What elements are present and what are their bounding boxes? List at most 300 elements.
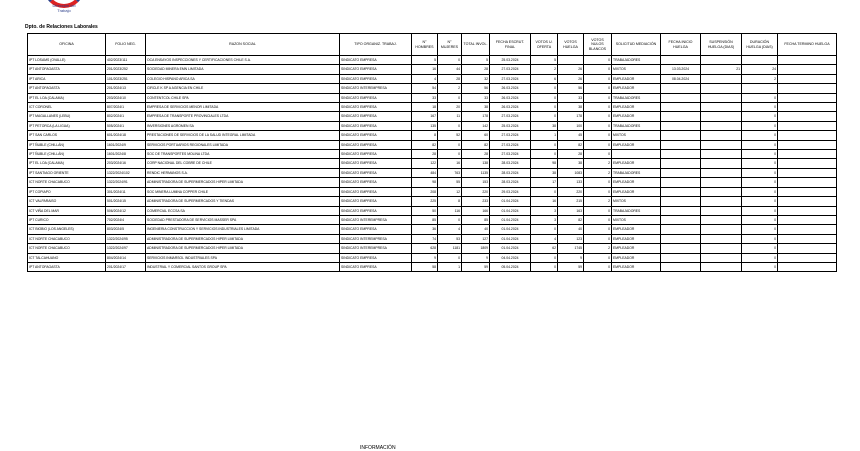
table-cell	[778, 112, 837, 121]
table-cell: 0	[531, 140, 558, 149]
table-cell: 0	[531, 93, 558, 102]
table-cell: 2	[584, 244, 612, 253]
table-cell: 28	[438, 74, 462, 83]
table-cell: COLEGIO HISPANO ARICA SA	[146, 74, 340, 83]
table-cell: 11	[438, 112, 462, 121]
table-cell: MIXTOS	[612, 197, 661, 206]
table-cell: 1809	[462, 244, 490, 253]
table-cell: IPT ÑUBLE (CHILLÁN)	[28, 150, 106, 159]
table-cell: 32	[462, 74, 490, 83]
table-cell: RENDIC HERMANOS S.A.	[146, 168, 340, 177]
table-cell	[661, 103, 701, 112]
table-cell: ADMINISTRADORA DE SUPERMERCADOS HIPER LIMITADA	[146, 244, 340, 253]
table-cell: SINDICATO EMPRESA	[340, 178, 412, 187]
column-header: SUSPENSIÓN HUELGA (DIAS)	[701, 34, 742, 56]
table-cell	[701, 215, 742, 224]
table-cell	[778, 103, 837, 112]
footer-text: INFORMACIÓN	[360, 445, 396, 451]
table-cell: ICT VIÑA DEL MAR	[28, 206, 106, 215]
table-cell	[661, 112, 701, 121]
table-cell: 802/2024/1	[106, 112, 146, 121]
table-cell: 0	[584, 84, 612, 93]
table-cell: 40	[558, 225, 584, 234]
table-cell: 0	[584, 225, 612, 234]
table-cell	[778, 74, 837, 83]
column-header: FECHA TERMINO HUELGA	[778, 34, 837, 56]
table-cell	[701, 140, 742, 149]
table-cell: 26.03.2024	[490, 103, 531, 112]
table-cell: 163	[558, 206, 584, 215]
table-row	[28, 244, 837, 253]
table-cell	[661, 197, 701, 206]
table-cell: 0	[742, 159, 778, 168]
table-cell: 55	[438, 178, 462, 187]
table-cell: 178	[462, 112, 490, 121]
table-cell: TRABAJADORES	[612, 93, 661, 102]
table-cell	[661, 225, 701, 234]
table-cell: 203/2024/10	[106, 93, 146, 102]
table-cell: SERVICIOS INMARSOL INDUSTRIALES SPA	[146, 253, 340, 262]
table-cell: 0	[438, 121, 462, 130]
table-cell: 0	[742, 187, 778, 196]
table-cell: 1601/2024/9	[106, 140, 146, 149]
table-cell	[661, 150, 701, 159]
table-row	[28, 215, 837, 224]
table-cell: 0	[742, 225, 778, 234]
table-row	[28, 262, 837, 271]
table-cell: IPT PETORCA (LA LIGUA)	[28, 121, 106, 130]
table-cell: EMPLEADOR	[612, 262, 661, 271]
table-cell: SINDICATO INTEREMPRESA	[340, 234, 412, 243]
table-cell	[778, 140, 837, 149]
table-cell: 484	[412, 168, 438, 177]
table-cell: 178	[558, 112, 584, 121]
table-cell	[661, 262, 701, 271]
table-cell: 0	[584, 121, 612, 130]
table-cell: 98	[412, 178, 438, 187]
table-cell: EMPLEADOR	[612, 140, 661, 149]
table-cell: 0	[742, 140, 778, 149]
table-cell: 27.03.2024	[490, 150, 531, 159]
table-cell: 74	[412, 234, 438, 243]
table-cell: 166	[462, 206, 490, 215]
table-cell	[701, 103, 742, 112]
column-header: TIPO ORGANIZ. TRABAJ.	[340, 34, 412, 56]
table-cell: 38	[531, 121, 558, 130]
table-cell: 1	[531, 131, 558, 140]
table-cell	[661, 140, 701, 149]
table-cell	[661, 187, 701, 196]
table-cell: MIXTOS	[612, 215, 661, 224]
table-cell: ICT CORONEL	[28, 103, 106, 112]
table-cell: COMERCIAL ECCSA SA	[146, 206, 340, 215]
table-cell	[558, 56, 584, 65]
table-row	[28, 234, 837, 243]
table-cell: SINDICATO EMPRESA	[340, 253, 412, 262]
table-cell: TRABAJADORES	[612, 206, 661, 215]
table-cell: 0	[584, 56, 612, 65]
table-cell	[701, 206, 742, 215]
table-cell: 28	[558, 150, 584, 159]
table-cell	[661, 84, 701, 93]
table-cell: TRABAJADORES	[612, 168, 661, 177]
table-cell: 0	[742, 234, 778, 243]
table-row	[28, 121, 837, 130]
table-cell: 01.04.2024	[490, 197, 531, 206]
table-cell: 807/2024/1	[106, 103, 146, 112]
table-cell: 26	[558, 74, 584, 83]
table-cell: 0	[742, 112, 778, 121]
table-cell: ICT TALCAHUANO	[28, 253, 106, 262]
table-cell	[778, 244, 837, 253]
table-cell: 8	[412, 131, 438, 140]
table-cell: 50	[412, 206, 438, 215]
table-cell: 116	[438, 206, 462, 215]
column-header: FOLIO NEG.	[106, 34, 146, 56]
table-cell: 82	[558, 140, 584, 149]
table-cell	[742, 84, 778, 93]
table-cell: SINDICATO EMPRESA	[340, 168, 412, 177]
table-cell: 33	[412, 93, 438, 102]
table-cell	[778, 206, 837, 215]
table-cell: 38	[531, 168, 558, 177]
table-cell: 0	[531, 187, 558, 196]
table-cell: 45	[558, 131, 584, 140]
table-cell: ICT NORTE CHACABUCO	[28, 244, 106, 253]
table-cell: 505/2024/1	[106, 121, 146, 130]
table-cell: 0	[742, 150, 778, 159]
table-cell: 138	[462, 159, 490, 168]
table-cell: 4	[412, 74, 438, 83]
logo-line-1: Dirección del	[52, 3, 76, 8]
table-cell: 402/2023/111	[106, 56, 146, 65]
table-cell: SINDICATO EMPRESA	[340, 65, 412, 74]
table-cell: 201/2024/13	[106, 84, 146, 93]
table-cell: 1601/2024/8	[106, 150, 146, 159]
table-cell: 1	[438, 262, 462, 271]
table-cell: 01.04.2024	[490, 206, 531, 215]
table-cell	[661, 253, 701, 262]
table-cell: 28.03.2024	[490, 159, 531, 168]
table-cell: SERVICIOS PORTUARIOS REGIONALES LIMITADA	[146, 140, 340, 149]
table-cell: SINDICATO EMPRESA	[340, 206, 412, 215]
table-cell: 0	[531, 262, 558, 271]
table-cell: ADMINISTRADORA DE SUPERMERCADOS HIPER LIMITADA	[146, 178, 340, 187]
column-header: RAZON SOCIAL	[146, 34, 340, 56]
table-cell: 2	[584, 197, 612, 206]
table-row	[28, 178, 837, 187]
table-cell: 1083	[558, 168, 584, 177]
table-cell: 16	[531, 197, 558, 206]
table-cell: 16	[438, 159, 462, 168]
table-cell: EMPLEADOR	[612, 159, 661, 168]
table-row	[28, 206, 837, 215]
table-row	[28, 84, 837, 93]
table-cell: SINDICATO EMPRESA	[340, 262, 412, 271]
table-cell: EMPRESA DE SERVICIOS MENOR LIMITADA	[146, 103, 340, 112]
table-cell: INGENIERIA CONSTRUCCION Y SERVICIOS INDUSTRIALES LIMITADA	[146, 225, 340, 234]
column-header: N° HOMBRES	[412, 34, 438, 56]
column-header: OFICINA	[28, 34, 106, 56]
table-cell: 44	[438, 65, 462, 74]
table-cell: 53	[438, 234, 462, 243]
table-cell: 0	[584, 215, 612, 224]
table-cell: EMPLEADOR	[612, 112, 661, 121]
table-cell: SINDICATO INTEREMPRESA	[340, 84, 412, 93]
table-cell: ICT VALPARAISO	[28, 197, 106, 206]
column-header: TOTAL INVOL.	[462, 34, 490, 56]
table-cell: 26.03.2024	[490, 93, 531, 102]
table-cell: 0	[742, 121, 778, 130]
table-cell	[701, 244, 742, 253]
table-cell: SINDICATO EMPRESA	[340, 225, 412, 234]
table-cell: 54	[412, 84, 438, 93]
table-cell: 203/2024/16	[106, 159, 146, 168]
table-cell: SOC MINERA LUMINA COPPER CHILE	[146, 187, 340, 196]
table-cell: IPT SAN CARLOS	[28, 131, 106, 140]
logo	[38, 0, 90, 16]
table-cell: 5	[412, 56, 438, 65]
table-cell: 13.03.2024	[661, 65, 701, 74]
table-cell: 59	[558, 262, 584, 271]
table-cell: IPT LOSAMS (OVALLE)	[28, 56, 106, 65]
table-cell: 0	[531, 112, 558, 121]
table-cell: 123	[558, 234, 584, 243]
table-cell: 215	[558, 197, 584, 206]
table-cell: SINDICATO INTEREMPRESA	[340, 244, 412, 253]
table-cell: SINDICATO INTEREMPRESA	[340, 215, 412, 224]
table-cell: EMPLEADOR	[612, 178, 661, 187]
table-cell	[701, 187, 742, 196]
table-cell: 5	[531, 56, 558, 65]
table-cell: 36	[412, 225, 438, 234]
table-cell	[661, 234, 701, 243]
table-cell: 56	[558, 84, 584, 93]
table-cell: 28.03.2024	[490, 168, 531, 177]
department-label: Dpto. de Relaciones Laborales	[25, 24, 98, 30]
table-cell: SINDICATO EMPRESA	[340, 121, 412, 130]
table-cell	[701, 131, 742, 140]
table-cell: EMPLEADOR	[612, 244, 661, 253]
table-cell: 52	[438, 131, 462, 140]
table-cell	[701, 178, 742, 187]
table-cell: EMPLEADOR	[612, 187, 661, 196]
table-cell: EMPLEADOR	[612, 103, 661, 112]
table-cell	[701, 253, 742, 262]
table-cell: SINDICATO EMPRESA	[340, 187, 412, 196]
table-cell: 201/2023/252	[106, 65, 146, 74]
table-cell: 208	[412, 187, 438, 196]
table-cell: 28	[462, 65, 490, 74]
table-cell	[701, 197, 742, 206]
table-cell: 1322/2024/97	[106, 244, 146, 253]
table-cell: IPT ARICA	[28, 74, 106, 83]
table-cell	[701, 121, 742, 130]
table-cell: ADMINISTRADORA DE SUPERMERCADOS HIPER LIMITADA	[146, 234, 340, 243]
table-cell: EMPRESA DE TRANSPORTE PROVINCIALES LTDA	[146, 112, 340, 121]
table-cell	[661, 121, 701, 130]
table-cell	[778, 215, 837, 224]
table-cell: 301/2024/11	[106, 187, 146, 196]
table-cell	[778, 56, 837, 65]
table-cell: 0	[742, 103, 778, 112]
table-cell: 0	[584, 93, 612, 102]
table-cell	[661, 159, 701, 168]
table-cell	[661, 131, 701, 140]
table-cell: 2	[584, 159, 612, 168]
table-cell	[778, 168, 837, 177]
table-cell: 82	[412, 140, 438, 149]
table-row	[28, 168, 837, 177]
column-header: N° MUJERES	[438, 34, 462, 56]
table-cell: 27.03.2024	[490, 131, 531, 140]
table-cell: 0	[531, 225, 558, 234]
table-cell: 12	[438, 187, 462, 196]
table-row	[28, 112, 837, 121]
table-cell: 0	[438, 253, 462, 262]
table-cell: 1322/2024/95	[106, 234, 146, 243]
table-cell: 153	[462, 178, 490, 187]
table-cell: TRABAJADORES	[612, 121, 661, 130]
table-cell: 1135	[462, 168, 490, 177]
table-cell: EMPLEADOR	[612, 74, 661, 83]
table-cell: SINDICATO EMPRESA	[340, 140, 412, 149]
table-cell: 01.04.2024	[490, 234, 531, 243]
table-cell	[701, 225, 742, 234]
table-row	[28, 56, 837, 65]
table-cell: 101/2023/251	[106, 74, 146, 83]
table-cell: 01.04.2024	[490, 215, 531, 224]
table-cell	[661, 168, 701, 177]
table-cell: 0	[584, 206, 612, 215]
column-header: VOTOS NULOS BLANCOS	[584, 34, 612, 56]
table-cell: 4	[438, 225, 462, 234]
table-cell	[778, 253, 837, 262]
table-cell	[701, 150, 742, 159]
table-cell: 9	[412, 253, 438, 262]
table-cell: 27.03.2024	[490, 112, 531, 121]
table-cell: 1322/2024/91	[106, 178, 146, 187]
table-cell	[778, 225, 837, 234]
table-cell: 0	[742, 168, 778, 177]
table-cell: 20	[438, 103, 462, 112]
column-header: SOLICITUD MEDIACIÓN	[612, 34, 661, 56]
table-cell: IPT ANTOFAGASTA	[28, 84, 106, 93]
table-cell: 27.03.2024	[490, 140, 531, 149]
table-cell: 3	[531, 215, 558, 224]
table-cell: 28	[412, 150, 438, 159]
table-cell	[661, 178, 701, 187]
table-cell: 763	[438, 168, 462, 177]
table-cell: 5	[462, 56, 490, 65]
table-cell: 0	[438, 56, 462, 65]
table-row	[28, 103, 837, 112]
table-row	[28, 253, 837, 262]
table-cell: 201/2024/17	[106, 262, 146, 271]
table-cell: SOCIEDAD PRESTADORA DE SERVICIOS MASSER SPA	[146, 215, 340, 224]
table-cell: 56	[462, 84, 490, 93]
table-cell: SINDICATO EMPRESA	[340, 112, 412, 121]
table-cell: 601/2024/18	[106, 131, 146, 140]
table-cell: 9	[462, 253, 490, 262]
table-cell: 33	[558, 93, 584, 102]
table-cell: 2	[438, 84, 462, 93]
table-cell: 27.03.2024	[490, 74, 531, 83]
table-cell: IPT ANTOFAGASTA	[28, 65, 106, 74]
table-cell: 0	[742, 253, 778, 262]
table-cell: 0	[584, 65, 612, 74]
table-cell: 0	[438, 150, 462, 159]
table-cell	[701, 56, 742, 65]
table-cell: 26	[558, 65, 584, 74]
table-cell	[778, 262, 837, 271]
table-cell: 85	[412, 215, 438, 224]
table-row	[28, 131, 837, 140]
table-cell: 0	[438, 93, 462, 102]
table-cell: 0	[531, 253, 558, 262]
table-cell: 220	[558, 187, 584, 196]
table-cell: 127	[462, 234, 490, 243]
table-cell	[701, 74, 742, 83]
table-cell: 0	[742, 244, 778, 253]
table-cell: 25.03.2024	[490, 56, 531, 65]
table-cell: CORP NACIONAL DEL COBRE DE CHILE	[146, 159, 340, 168]
logo-line-2: Trabajo	[57, 8, 71, 13]
table-cell	[612, 150, 661, 159]
table-cell: 28	[462, 150, 490, 159]
table-cell	[778, 187, 837, 196]
table-cell	[661, 93, 701, 102]
table-cell: 8	[438, 197, 462, 206]
table-cell	[661, 56, 701, 65]
table-cell: 506/2024/12	[106, 206, 146, 215]
table-cell: 08.04.2024	[661, 74, 701, 83]
table-cell: 62	[531, 244, 558, 253]
table-cell: 18	[412, 103, 438, 112]
table-cell: 01.04.2024	[490, 244, 531, 253]
table-cell: MIXTOS	[612, 65, 661, 74]
table-cell: 702/2024/4	[106, 215, 146, 224]
table-cell: MIXTOS	[612, 131, 661, 140]
table-cell: 01.04.2024	[490, 225, 531, 234]
table-cell	[701, 112, 742, 121]
column-header: FECHA ESCRUT. FINAL	[490, 34, 531, 56]
table-cell: 0	[584, 262, 612, 271]
table-cell	[701, 93, 742, 102]
table-cell: CIRCLE K SP A AGENCIA EN CHILE	[146, 84, 340, 93]
table-cell	[778, 131, 837, 140]
table-cell: 0	[584, 150, 612, 159]
table-cell: IPT ÑUBLE (CHILLÁN)	[28, 140, 106, 149]
table-cell	[701, 84, 742, 93]
table-cell	[778, 197, 837, 206]
table-cell: 04.04.2024	[490, 253, 531, 262]
table-cell	[661, 244, 701, 253]
table-cell: 0	[438, 215, 462, 224]
table-cell: 167	[412, 112, 438, 121]
table-cell: ADMINISTRADORA DE SUPERMERCADOS Y TIENDAS	[146, 197, 340, 206]
column-header: FECHA INICIO HUELGA	[661, 34, 701, 56]
table-cell: 27.03.2024	[490, 65, 531, 74]
table-cell: 142	[462, 121, 490, 130]
table-cell: PRESTACIONES DE SERVICIOS DE LA SALUD INTEGRAL LIMITADA	[146, 131, 340, 140]
table-cell: INVERSIONES AGROMEN SA	[146, 121, 340, 130]
table-cell: 60	[462, 131, 490, 140]
table-cell: 26.03.2024	[490, 84, 531, 93]
table-body	[28, 56, 837, 272]
table-cell: 628	[412, 244, 438, 253]
table-cell: 6	[531, 74, 558, 83]
